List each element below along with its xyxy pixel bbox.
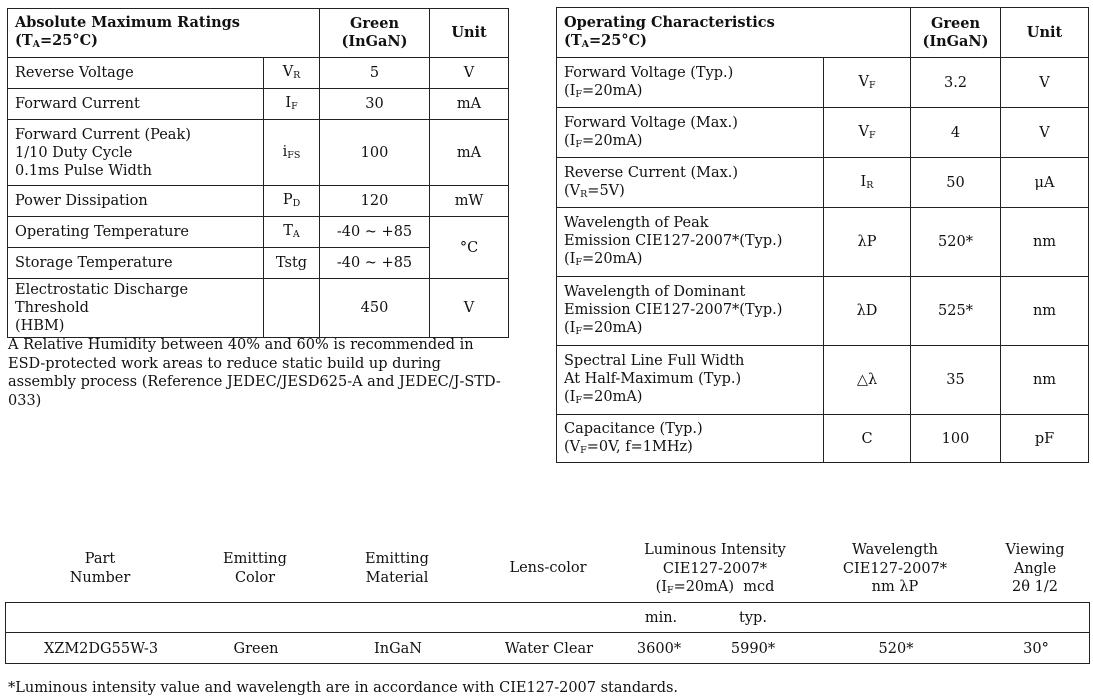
symbol-cell: Tstg (264, 248, 320, 279)
unit-cell: V (1001, 108, 1089, 158)
unit-cell: mA (430, 120, 509, 186)
amr-green-header (320, 9, 430, 58)
typ-subheader: typ. (739, 610, 767, 626)
table-row (8, 58, 509, 89)
unit-cell: V (430, 279, 509, 338)
value-cell: 520* (911, 208, 1001, 277)
param-cell: Operating Temperature (8, 217, 264, 248)
table-row (8, 120, 509, 186)
param-cell: Reverse Voltage (8, 58, 264, 89)
param-cell: Forward Current (8, 89, 264, 120)
emitting-material-value: InGaN (374, 641, 422, 657)
symbol-cell: △λ (824, 346, 911, 415)
amr-title: Absolute Maximum Ratings (15, 14, 240, 31)
symbol-cell: VR (264, 58, 320, 89)
luminous-intensity-header: Luminous Intensity CIE127-2007* (IF=20mA) mcd (644, 542, 786, 596)
table-row (557, 277, 1089, 346)
footnote: *Luminous intensity value and wavelength are in accordance with CIE127-2007 standards. (8, 680, 679, 696)
operating-characteristics-table (556, 7, 1089, 463)
lens-color-header: Lens-color (509, 560, 587, 576)
amr-unit-header: Unit (430, 9, 509, 58)
row-divider (6, 632, 1089, 633)
part-number-table (5, 602, 1090, 664)
table-row (8, 217, 509, 248)
unit-cell: °C (430, 217, 509, 279)
table-row (557, 58, 1089, 108)
table-row (8, 279, 509, 338)
param-cell: Spectral Line Full Width At Half-Maximum (Typ.) (IF=20mA) (557, 346, 824, 415)
emitting-color-value: Green (233, 641, 279, 657)
wavelength-header: Wavelength CIE127-2007* nm λP (842, 542, 948, 595)
symbol-cell: λP (824, 208, 911, 277)
value-cell: 3.2 (911, 58, 1001, 108)
symbol-cell: IF (264, 89, 320, 120)
table-row (557, 208, 1089, 277)
table-row (557, 346, 1089, 415)
table-row (557, 415, 1089, 463)
symbol-cell: iFS (264, 120, 320, 186)
table-row (8, 89, 509, 120)
value-cell: 35 (911, 346, 1001, 415)
symbol-cell: IR (824, 158, 911, 208)
param-cell: Wavelength of Dominant Emission CIE127-2007*(Typ.) (IF=20mA) (557, 277, 824, 346)
absolute-maximum-ratings-table (7, 8, 509, 338)
param-cell: Storage Temperature (8, 248, 264, 279)
part-number-value: XZM2DG55W-3 (43, 641, 159, 657)
op-title: Operating Characteristics (564, 13, 775, 31)
param-cell: Forward Current (Peak) 1/10 Duty Cycle 0.1ms Pulse Width (8, 120, 264, 186)
param-cell: Wavelength of Peak Emission CIE127-2007*(Typ.) (IF=20mA) (557, 208, 824, 277)
amr-ingan-label: (InGaN) (341, 33, 408, 50)
value-cell: 4 (911, 108, 1001, 158)
param-cell: Capacitance (Typ.) (VF=0V, f=1MHz) (557, 415, 824, 463)
value-cell: 50 (911, 158, 1001, 208)
amr-green-label: Green (350, 15, 400, 32)
value-cell: 100 (911, 415, 1001, 463)
amr-title-cell (8, 9, 320, 58)
symbol-cell (264, 279, 320, 338)
min-subheader: min. (644, 610, 678, 626)
value-cell: -40 ~ +85 (320, 248, 430, 279)
humidity-note: A Relative Humidity between 40% and 60% is recommended in ESD-protected work areas to reduce static build up during assembly process (Reference JEDEC/JESD625-A and JEDEC/J-STD-033) (8, 337, 501, 409)
value-cell: 5 (320, 58, 430, 89)
unit-cell: pF (1001, 415, 1089, 463)
table-row (8, 186, 509, 217)
viewing-angle-value: 30° (1023, 641, 1049, 657)
wavelength-value: 520* (878, 641, 914, 657)
symbol-cell: PD (264, 186, 320, 217)
emitting-color-header: Emitting Color (223, 551, 287, 586)
table-row (557, 108, 1089, 158)
unit-cell: mA (430, 89, 509, 120)
table-row (557, 158, 1089, 208)
value-cell: 450 (320, 279, 430, 338)
unit-cell: V (430, 58, 509, 89)
param-cell: Electrostatic Discharge Threshold (HBM) (8, 279, 264, 338)
param-cell: Forward Voltage (Max.) (IF=20mA) (557, 108, 824, 158)
symbol-cell: VF (824, 108, 911, 158)
op-green-label: Green (930, 14, 980, 32)
symbol-cell: C (824, 415, 911, 463)
symbol-cell: TA (264, 217, 320, 248)
unit-cell: nm (1001, 208, 1089, 277)
unit-cell: V (1001, 58, 1089, 108)
unit-cell: nm (1001, 277, 1089, 346)
emitting-material-header: Emitting Material (365, 551, 429, 586)
value-cell: 30 (320, 89, 430, 120)
op-condition: (TA=25°C) (564, 31, 648, 50)
value-cell: 100 (320, 120, 430, 186)
unit-cell: mW (430, 186, 509, 217)
lens-color-value: Water Clear (504, 641, 594, 657)
part-number-header: Part Number (69, 551, 131, 586)
amr-condition: (TA=25°C) (15, 32, 99, 50)
op-title-cell (557, 8, 911, 58)
param-cell: Reverse Current (Max.) (VR=5V) (557, 158, 824, 208)
op-unit-header: Unit (1001, 8, 1089, 58)
op-green-header (911, 8, 1001, 58)
symbol-cell: VF (824, 58, 911, 108)
value-cell: -40 ~ +85 (320, 217, 430, 248)
symbol-cell: λD (824, 277, 911, 346)
param-cell: Forward Voltage (Typ.) (IF=20mA) (557, 58, 824, 108)
op-ingan-label: (InGaN) (922, 32, 989, 50)
param-cell: Power Dissipation (8, 186, 264, 217)
luminous-typ-value: 5990* (730, 641, 776, 657)
value-cell: 525* (911, 277, 1001, 346)
unit-cell: nm (1001, 346, 1089, 415)
unit-cell: μA (1001, 158, 1089, 208)
luminous-min-value: 3600* (636, 641, 682, 657)
viewing-angle-header: Viewing Angle 2θ 1/2 (1005, 542, 1065, 595)
value-cell: 120 (320, 186, 430, 217)
